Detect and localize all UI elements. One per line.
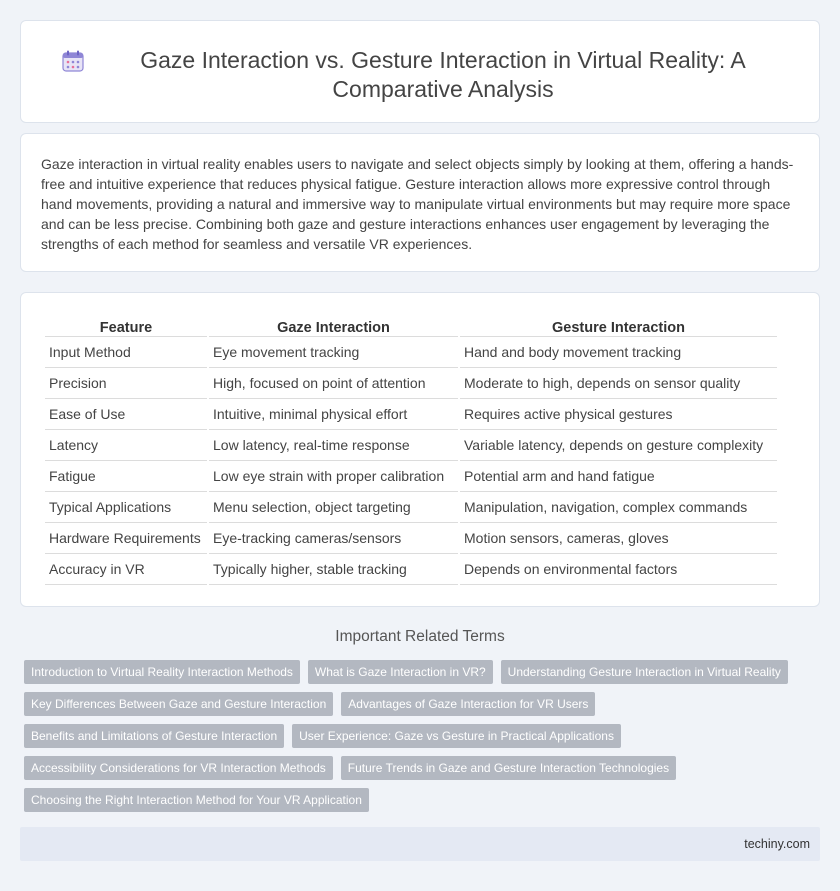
- gaze-cell: Typically higher, stable tracking: [209, 554, 458, 585]
- table-row: [45, 461, 777, 492]
- table-row: [45, 523, 777, 554]
- feature-cell: Hardware Requirements: [45, 523, 207, 554]
- gaze-cell: Eye-tracking cameras/sensors: [209, 523, 458, 554]
- gesture-cell: Moderate to high, depends on sensor quality: [460, 368, 777, 399]
- gesture-cell: Hand and body movement tracking: [460, 337, 777, 368]
- related-term-tag[interactable]: Future Trends in Gaze and Gesture Interaction Technologies: [341, 756, 676, 780]
- table-body: [45, 337, 777, 585]
- table-row: [45, 554, 777, 585]
- comparison-table: [43, 315, 779, 585]
- table-header-row: [45, 315, 777, 337]
- gaze-cell: Low eye strain with proper calibration: [209, 461, 458, 492]
- page-title: Gaze Interaction vs. Gesture Interaction in Virtual Reality: A Comparative Analysis: [140, 47, 746, 102]
- table-row: [45, 492, 777, 523]
- gesture-cell: Depends on environmental factors: [460, 554, 777, 585]
- column-header-gaze: Gaze Interaction: [209, 315, 458, 337]
- related-term-tag[interactable]: Understanding Gesture Interaction in Virtual Reality: [501, 660, 788, 684]
- column-header-feature: Feature: [45, 315, 207, 337]
- feature-cell: Fatigue: [45, 461, 207, 492]
- related-term-tag[interactable]: Introduction to Virtual Reality Interaction Methods: [24, 660, 300, 684]
- feature-cell: Accuracy in VR: [45, 554, 207, 585]
- table-row: [45, 399, 777, 430]
- feature-cell: Precision: [45, 368, 207, 399]
- related-term-tag[interactable]: Benefits and Limitations of Gesture Interaction: [24, 724, 284, 748]
- feature-cell: Typical Applications: [45, 492, 207, 523]
- gesture-cell: Motion sensors, cameras, gloves: [460, 523, 777, 554]
- related-term-tag[interactable]: What is Gaze Interaction in VR?: [308, 660, 493, 684]
- gaze-cell: Menu selection, object targeting: [209, 492, 458, 523]
- calendar-icon: [61, 49, 85, 73]
- intro-card: [20, 133, 820, 272]
- related-terms-heading: Important Related Terms: [335, 628, 505, 645]
- gaze-cell: High, focused on point of attention: [209, 368, 458, 399]
- footer-site-link[interactable]: techiny.com: [744, 837, 810, 851]
- related-term-tag[interactable]: Accessibility Considerations for VR Interaction Methods: [24, 756, 333, 780]
- table-row: [45, 430, 777, 461]
- related-terms-list: [24, 660, 814, 812]
- gaze-cell: Eye movement tracking: [209, 337, 458, 368]
- feature-cell: Input Method: [45, 337, 207, 368]
- title-card: [20, 20, 820, 123]
- footer: [20, 827, 820, 861]
- related-term-tag[interactable]: Advantages of Gaze Interaction for VR Users: [341, 692, 595, 716]
- intro-paragraph: Gaze interaction in virtual reality enables users to navigate and select objects simply by looking at them, offering a hands-free and intuitive experience that reduces physical fatigue. Gesture interaction allows more expressive control through hand movements, providing a natural and immersive way to manipulate virtual environments but may require more space and can be less precise. Combining both gaze and gesture interactions enhances user engagement by leveraging the strengths of each method for seamless and versatile VR experiences.: [41, 156, 794, 252]
- related-term-tag[interactable]: User Experience: Gaze vs Gesture in Practical Applications: [292, 724, 621, 748]
- related-term-tag[interactable]: Key Differences Between Gaze and Gesture Interaction: [24, 692, 333, 716]
- gesture-cell: Variable latency, depends on gesture complexity: [460, 430, 777, 461]
- related-term-tag[interactable]: Choosing the Right Interaction Method for Your VR Application: [24, 788, 369, 812]
- feature-cell: Latency: [45, 430, 207, 461]
- gesture-cell: Requires active physical gestures: [460, 399, 777, 430]
- gaze-cell: Intuitive, minimal physical effort: [209, 399, 458, 430]
- title-row: [21, 21, 819, 104]
- table-row: [45, 368, 777, 399]
- feature-cell: Ease of Use: [45, 399, 207, 430]
- column-header-gesture: Gesture Interaction: [460, 315, 777, 337]
- comparison-table-card: [20, 292, 820, 607]
- gesture-cell: Potential arm and hand fatigue: [460, 461, 777, 492]
- table-row: [45, 337, 777, 368]
- gaze-cell: Low latency, real-time response: [209, 430, 458, 461]
- gesture-cell: Manipulation, navigation, complex commands: [460, 492, 777, 523]
